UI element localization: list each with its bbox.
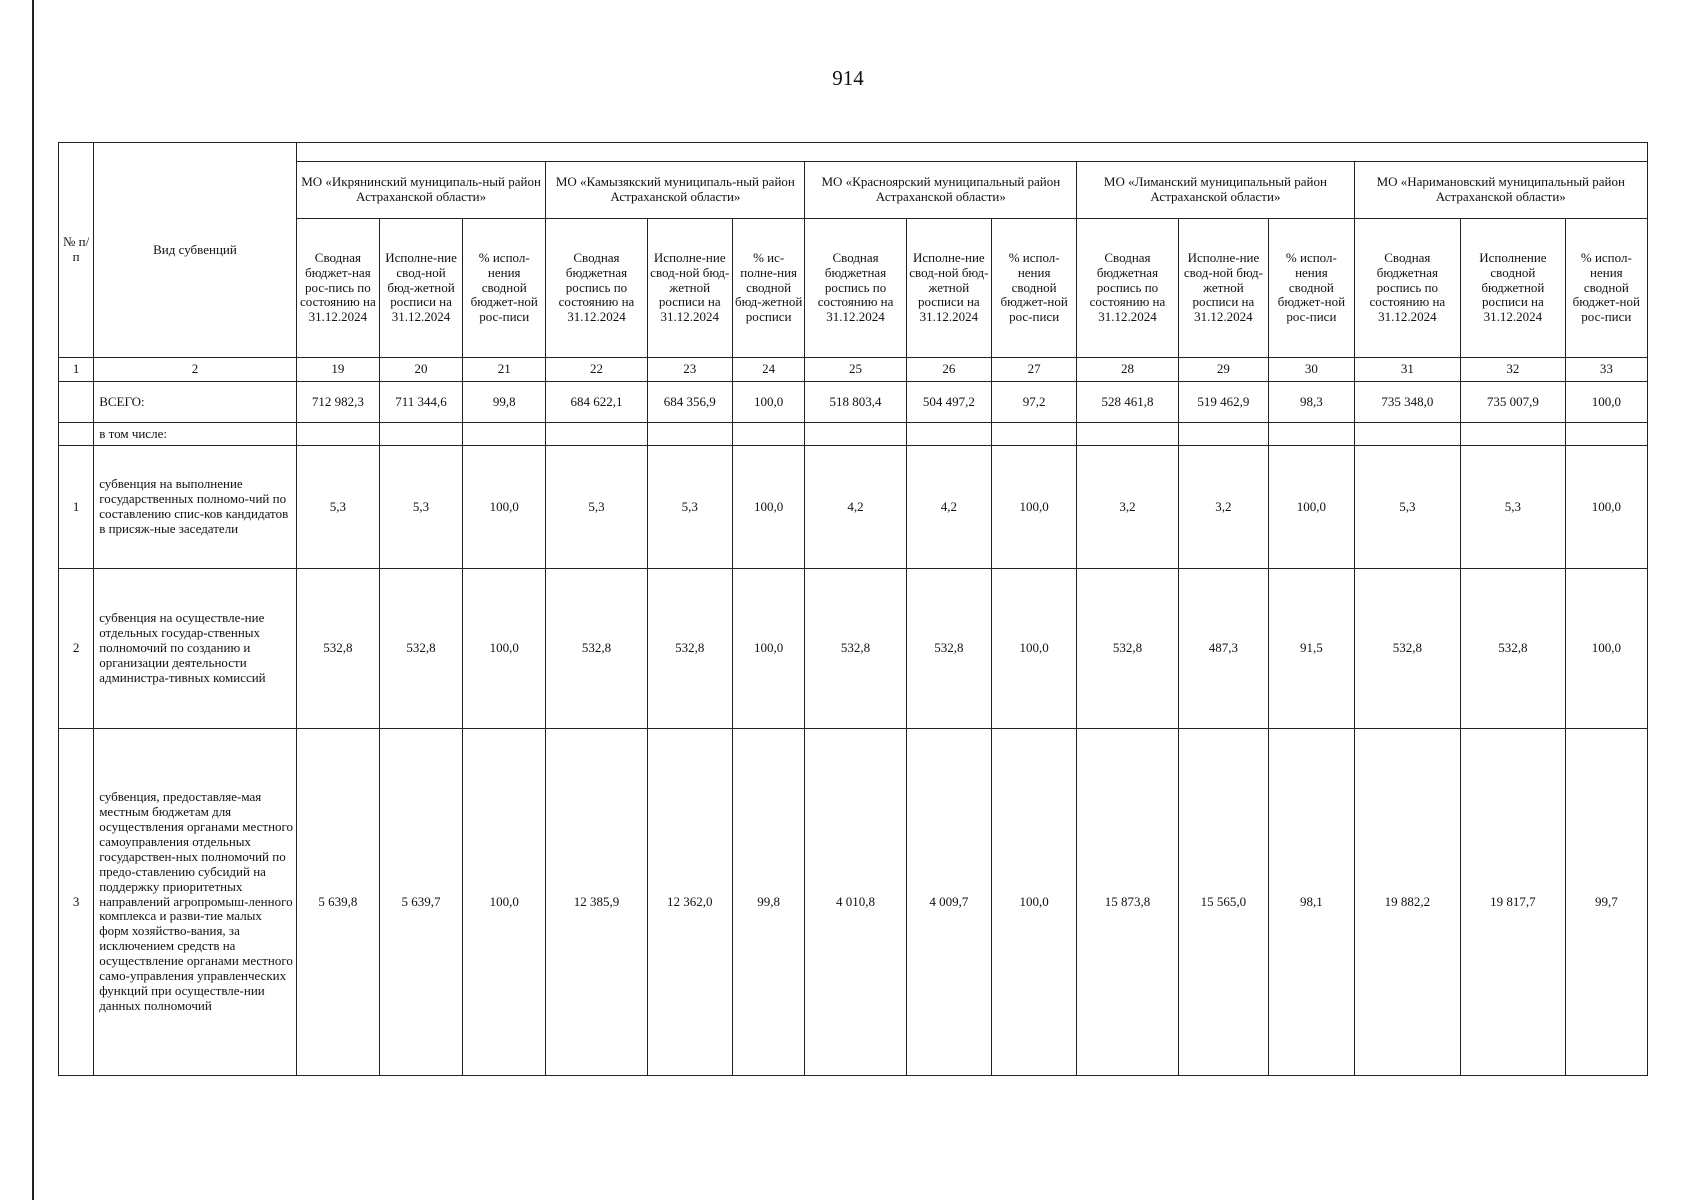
- value-cell: 97,2: [992, 382, 1077, 423]
- value-cell: 12 362,0: [647, 729, 732, 1076]
- value-cell: 100,0: [732, 569, 805, 729]
- value-cell: 4 009,7: [906, 729, 991, 1076]
- including-label: в том числе:: [94, 423, 297, 446]
- value-cell: 19 882,2: [1354, 729, 1461, 1076]
- value-cell: 504 497,2: [906, 382, 991, 423]
- page-number: 914: [832, 66, 864, 90]
- value-cell: 532,8: [805, 569, 906, 729]
- value-cell: 5,3: [296, 446, 379, 569]
- value-cell: 100,0: [1565, 382, 1647, 423]
- value-cell: 5,3: [1461, 446, 1566, 569]
- subheader: Сводная бюджет-ная рос-пись по состоянию на 31.12.2024: [296, 219, 379, 358]
- value-cell: 19 817,7: [1461, 729, 1566, 1076]
- value-cell: 100,0: [1269, 446, 1354, 569]
- value-cell: 532,8: [906, 569, 991, 729]
- value-cell: 98,3: [1269, 382, 1354, 423]
- value-cell: 4 010,8: [805, 729, 906, 1076]
- value-cell: 487,3: [1178, 569, 1269, 729]
- table-row: [59, 446, 1648, 569]
- column-number: 30: [1269, 358, 1354, 382]
- value-cell: 100,0: [992, 569, 1077, 729]
- column-number: 24: [732, 358, 805, 382]
- column-number: 31: [1354, 358, 1461, 382]
- column-number: 22: [546, 358, 647, 382]
- column-number: 33: [1565, 358, 1647, 382]
- value-cell: 100,0: [732, 446, 805, 569]
- subheader: Сводная бюджетная роспись по состоянию на 31.12.2024: [1077, 219, 1178, 358]
- value-cell: 100,0: [1565, 569, 1647, 729]
- value-cell: 99,7: [1565, 729, 1647, 1076]
- total-label: ВСЕГО:: [94, 382, 297, 423]
- column-number: 27: [992, 358, 1077, 382]
- subheader: % испол-нения сводной бюджет-ной рос-писи: [1269, 219, 1354, 358]
- table-row-total: [59, 382, 1648, 423]
- value-cell: 4,2: [805, 446, 906, 569]
- row-number-cell: [59, 382, 94, 423]
- table-row-including: [59, 423, 1648, 446]
- value-cell: 532,8: [1077, 569, 1178, 729]
- column-number: 26: [906, 358, 991, 382]
- column-number: 2: [94, 358, 297, 382]
- value-cell: 684 356,9: [647, 382, 732, 423]
- column-number: 20: [379, 358, 462, 382]
- value-cell: 100,0: [732, 382, 805, 423]
- value-cell: 100,0: [1565, 446, 1647, 569]
- group-header: МО «Лиманский муниципальный район Астраханской области»: [1077, 162, 1354, 219]
- value-cell: 528 461,8: [1077, 382, 1178, 423]
- subheader: % испол-нения сводной бюджет-ной рос-писи: [463, 219, 546, 358]
- value-cell: 735 007,9: [1461, 382, 1566, 423]
- value-cell: 99,8: [732, 729, 805, 1076]
- value-cell: 100,0: [463, 569, 546, 729]
- value-cell: 15 565,0: [1178, 729, 1269, 1076]
- subheader: Исполне-ние свод-ной бюд-жетной росписи на 31.12.2024: [379, 219, 462, 358]
- value-cell: 532,8: [296, 569, 379, 729]
- row-number-cell: 1: [59, 446, 94, 569]
- value-cell: 100,0: [992, 729, 1077, 1076]
- header-row-number: № п/п: [59, 143, 94, 358]
- value-cell: 5,3: [1354, 446, 1461, 569]
- column-number: 23: [647, 358, 732, 382]
- value-cell: 532,8: [647, 569, 732, 729]
- value-cell: 98,1: [1269, 729, 1354, 1076]
- subvention-description: субвенция, предоставляе-мая местным бюджетам для осуществления органами местного самоуправления отдельных государствен-ных полномочий по предо-ставлению субсидий на поддержку приоритетных направлений агропромыш-ленного комплекса и разви-тие малых форм хозяйство-вания, за исключением средств на осуществление органами местного само-управления управленческих функций при осуществле-нии данных полномочий: [94, 729, 297, 1076]
- subventions-table: [58, 142, 1648, 1076]
- value-cell: 519 462,9: [1178, 382, 1269, 423]
- value-cell: 5,3: [379, 446, 462, 569]
- group-header: МО «Красноярский муниципальный район Астраханской области»: [805, 162, 1077, 219]
- value-cell: 532,8: [1354, 569, 1461, 729]
- subheader: Исполне-ние свод-ной бюд-жетной росписи на 31.12.2024: [906, 219, 991, 358]
- value-cell: 99,8: [463, 382, 546, 423]
- value-cell: 711 344,6: [379, 382, 462, 423]
- value-cell: 4,2: [906, 446, 991, 569]
- value-cell: 3,2: [1178, 446, 1269, 569]
- subheader: Исполнение сводной бюджетной росписи на 31.12.2024: [1461, 219, 1566, 358]
- subheader: Исполне-ние свод-ной бюд-жетной росписи на 31.12.2024: [1178, 219, 1269, 358]
- header-top-spacer: [296, 143, 1647, 162]
- value-cell: 15 873,8: [1077, 729, 1178, 1076]
- row-number-cell: 2: [59, 569, 94, 729]
- column-number: 19: [296, 358, 379, 382]
- column-number: 25: [805, 358, 906, 382]
- table-row: [59, 729, 1648, 1076]
- subvention-description: субвенция на осуществле-ние отдельных государ-ственных полномочий по созданию и организации деятельности администра-тивных комиссий: [94, 569, 297, 729]
- subheader: Сводная бюджетная роспись по состоянию на 31.12.2024: [546, 219, 647, 358]
- value-cell: 532,8: [1461, 569, 1566, 729]
- group-header: МО «Камызякский муниципаль-ный район Астраханской области»: [546, 162, 805, 219]
- group-header: МО «Наримановский муниципальный район Астраханской области»: [1354, 162, 1647, 219]
- subheader: % испол-нения сводной бюджет-ной рос-писи: [1565, 219, 1647, 358]
- subheader: Сводная бюджетная роспись по состоянию на 31.12.2024: [1354, 219, 1461, 358]
- value-cell: 100,0: [992, 446, 1077, 569]
- subheader: % испол-нения сводной бюджет-ной рос-писи: [992, 219, 1077, 358]
- column-number: 32: [1461, 358, 1566, 382]
- binding-margin-line: [32, 0, 34, 1200]
- value-cell: 5 639,7: [379, 729, 462, 1076]
- column-number: 1: [59, 358, 94, 382]
- value-cell: 532,8: [546, 569, 647, 729]
- value-cell: 91,5: [1269, 569, 1354, 729]
- table-row: [59, 569, 1648, 729]
- value-cell: 518 803,4: [805, 382, 906, 423]
- value-cell: 532,8: [379, 569, 462, 729]
- value-cell: 684 622,1: [546, 382, 647, 423]
- subheader: Исполне-ние свод-ной бюд-жетной росписи на 31.12.2024: [647, 219, 732, 358]
- row-number-cell: 3: [59, 729, 94, 1076]
- value-cell: 712 982,3: [296, 382, 379, 423]
- subheader: Сводная бюджетная роспись по состоянию на 31.12.2024: [805, 219, 906, 358]
- column-number: 29: [1178, 358, 1269, 382]
- value-cell: 100,0: [463, 729, 546, 1076]
- subheader: % ис-полне-ния сводной бюд-жетной росписи: [732, 219, 805, 358]
- column-number: 21: [463, 358, 546, 382]
- value-cell: 5,3: [647, 446, 732, 569]
- subvention-description: субвенция на выполнение государственных полномо-чий по составлению спис-ков кандидатов в присяж-ные заседатели: [94, 446, 297, 569]
- value-cell: 5 639,8: [296, 729, 379, 1076]
- column-number: 28: [1077, 358, 1178, 382]
- value-cell: 3,2: [1077, 446, 1178, 569]
- header-subvention-type: Вид субвенций: [94, 143, 297, 358]
- value-cell: 12 385,9: [546, 729, 647, 1076]
- value-cell: 735 348,0: [1354, 382, 1461, 423]
- value-cell: 100,0: [463, 446, 546, 569]
- group-header: МО «Икрянинский муниципаль-ный район Астраханской области»: [296, 162, 546, 219]
- value-cell: 5,3: [546, 446, 647, 569]
